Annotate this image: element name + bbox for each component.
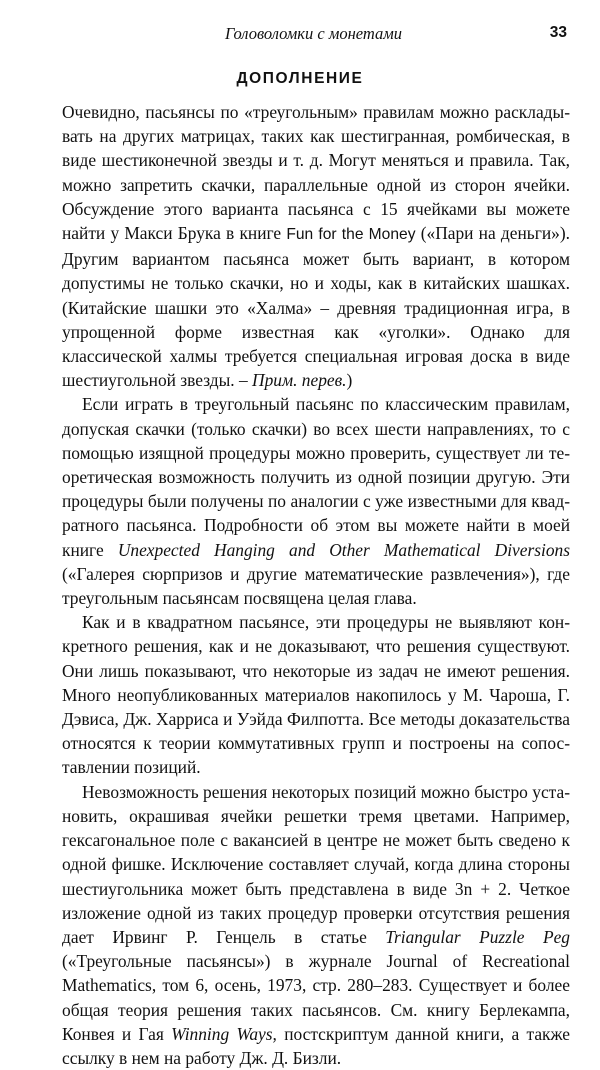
section-title: ДОПОЛНЕНИЕ [236,70,364,87]
paragraph-4 [62,780,570,1070]
paragraph-4-text-a: Невозможность решения некоторых позиций можно быстро установить, окрашивая ячейки решетки тремя цветами. Например, гексагональное поле с вакансией в центре не может быть сведено к одной фишке. Исключение составляет случай, когда длина стороны шестиугольника может быть представлена в виде [62,781,570,899]
book-title-unexpected-hanging: Unexpected Hanging and Other Mathematical Diversions [117,539,570,560]
paragraph-3-text: Как и в квадратном пасьянсе, эти процедуры не выявляют конкретного решения, как и не доказывают, что решения существуют. Они лишь показывают, что некоторые из задач не имеют решения. Много неопубликованных материалов накопилось у М. Чароша, Г. Дэвиса, Дж. Харриса и Уэйда Филпотта. Все методы доказательства относятся к теории коммутативных групп и построены на сопоставлении позиций. [62,612,570,778]
paragraph-1-text-a: Очевидно, пасьянсы по «треугольным» правилам можно раскладывать на других матрицах, таких как шестигранная, ромбическая, в виде шестиконечной звезды и т. д. Могут меняться и правила. Так, можно запретить скачки, параллельные одной из сторон ячейки. Обсуждение этого варианта пасьянса с 15 ячейками вы можете найти у Макси Брука в книге [62,102,570,244]
running-header [60,24,567,54]
book-title-fun-for-the-money: Fun for the Money [286,226,416,244]
paragraph-1-text-b: («Пари на деньги»). Другим вариантом пасьянса может быть вариант, в котором допустимы не только скачки, но и ходы, как в китайских шашках. (Китайские шашки это «Халма» – древняя традиционная игра, в упрощенной форме известная как «уголки». Однако для классической халмы требуется специальная игровая доска в виде шестиугольной звезды. – [62,223,570,391]
paragraph-2-text-a: Если играть в треугольный пасьянс по классическим правилам, допуская скачки (только скачки) во всех шести направлениях, то с помощью изящной процедуры можно проверить, существует ли теоретическая возможность получить из одной позиции другую. Эти процедуры были получены по аналогии с уже известными для квадратного пасьянса. Подробности об этом вы можете найти в моей книге [62,394,570,560]
paragraph-1 [62,100,570,392]
page-number: 33 [549,24,567,41]
paragraph-3 [62,610,570,779]
article-title-triangular-puzzle-peg: Triangular Puzzle Peg [385,926,570,947]
paragraph-4-text-b: . Четкое изложение одной из таких процедур проверки отсутствия решения дает Ирвинг Р. Генцель в статье [62,878,570,947]
running-title: Головоломки с монетами [224,24,403,43]
body-text [62,100,570,1070]
formula-3n-plus-2: 3n + 2 [454,878,507,899]
paragraph-2 [62,392,570,610]
paragraph-4-text-d: постскриптум данной книги, а также ссылку в нем на работу Дж. Д. Бизли. [62,1023,570,1068]
paragraph-1-text-c: ) [346,370,353,391]
paragraph-4-text-c: («Треугольные пасьянсы») в журнале Journal of Recreational Mathematics, том 6, осень, 1973, стр. 280–283. Существует и более общая теория решения таких пасьянсов. См. книгу Берлекампа, Конвея и Гая [62,951,570,1044]
translator-note: Прим. перев. [252,370,347,391]
book-title-winning-ways: Winning Ways, [171,1023,277,1044]
paragraph-2-text-b: («Галерея сюрпризов и другие математические развлечения»), где треугольным пасьянсам посвящена целая глава. [62,563,570,609]
